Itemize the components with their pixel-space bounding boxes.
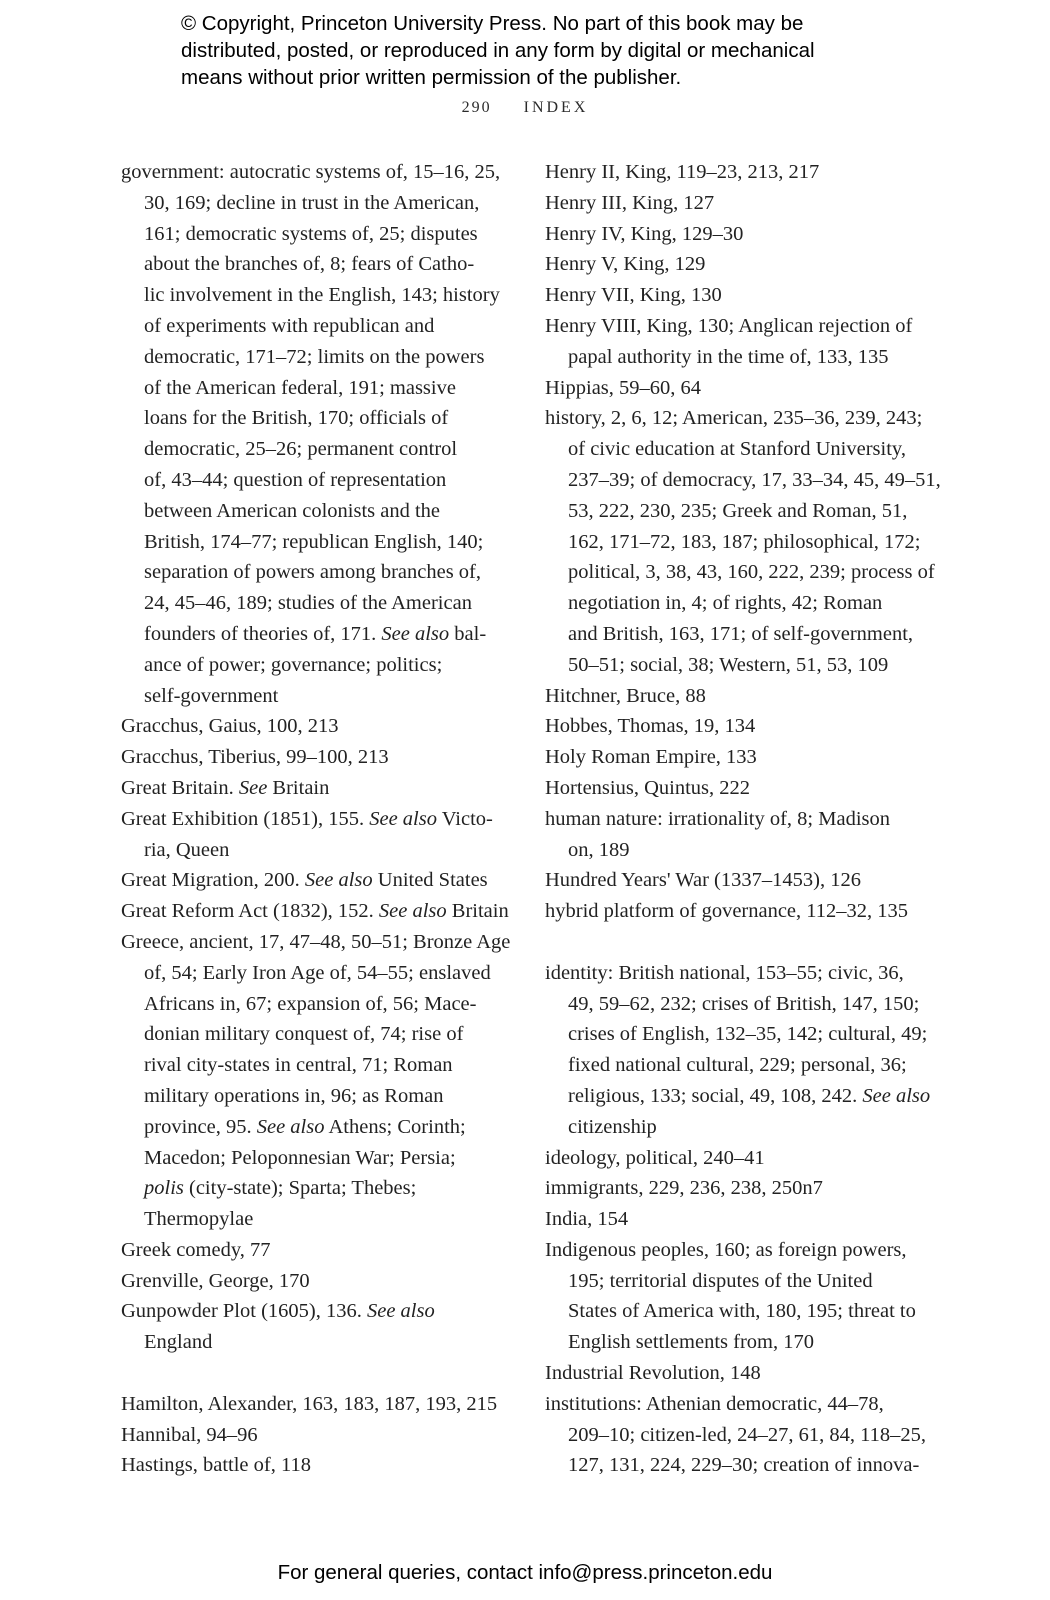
index-entry-line: Henry III, King, 127 bbox=[545, 191, 715, 214]
index-entry-line: of civic education at Stanford University, bbox=[568, 438, 906, 461]
index-entry-line: Gracchus, Gaius, 100, 213 bbox=[121, 715, 339, 738]
index-entry-line: religious, 133; social, 49, 108, 242. See also bbox=[568, 1084, 931, 1107]
index-entry-line: 237–39; of democracy, 17, 33–34, 45, 49–51, bbox=[568, 468, 941, 491]
index-entry-line: of, 54; Early Iron Age of, 54–55; enslaved bbox=[144, 961, 491, 984]
running-header bbox=[0, 99, 1050, 117]
index-entry-line: 209–10; citizen-led, 24–27, 61, 84, 118–25, bbox=[568, 1423, 926, 1446]
copyright-line: distributed, posted, or reproduced in any form by digital or mechanical bbox=[181, 39, 815, 62]
index-entry-line: of experiments with republican and bbox=[144, 314, 435, 337]
index-entry-line: loans for the British, 170; officials of bbox=[144, 407, 449, 430]
index-entry-line: 195; territorial disputes of the United bbox=[568, 1269, 873, 1292]
index-entry-line: ria, Queen bbox=[144, 838, 230, 861]
index-entry-line: Holy Roman Empire, 133 bbox=[545, 746, 757, 769]
index-entry-line: military operations in, 96; as Roman bbox=[144, 1084, 444, 1107]
index-entry-line: Great Exhibition (1851), 155. See also Victo- bbox=[121, 807, 493, 830]
index-entry-line: Greece, ancient, 17, 47–48, 50–51; Bronze Age bbox=[121, 930, 511, 953]
index-entry-line: hybrid platform of governance, 112–32, 135 bbox=[545, 900, 909, 923]
index-entry-line: lic involvement in the English, 143; history bbox=[144, 284, 500, 307]
index-entry-line: English settlements from, 170 bbox=[568, 1331, 814, 1354]
index-entry-line: 30, 169; decline in trust in the American, bbox=[144, 191, 480, 214]
index-entry-line: ideology, political, 240–41 bbox=[545, 1146, 765, 1169]
page-number: 290 bbox=[461, 99, 492, 116]
index-entry-line: on, 189 bbox=[568, 838, 630, 861]
index-entry-line: identity: British national, 153–55; civic, 36, bbox=[545, 961, 904, 984]
index-entry-line: polis (city-state); Sparta; Thebes; bbox=[144, 1177, 417, 1200]
index-entry-line: Henry V, King, 129 bbox=[545, 253, 706, 276]
index-entry-line: founders of theories of, 171. See also bal- bbox=[144, 622, 487, 645]
index-entry-line: Greek comedy, 77 bbox=[121, 1238, 271, 1261]
index-entry-line: Henry VIII, King, 130; Anglican rejection of bbox=[545, 314, 913, 337]
index-entry-line: citizenship bbox=[568, 1115, 657, 1138]
index-entry-line: Thermopylae bbox=[144, 1208, 254, 1231]
index-entry-line: 50–51; social, 38; Western, 51, 53, 109 bbox=[568, 653, 889, 676]
index-entry-line: Gunpowder Plot (1605), 136. See also bbox=[121, 1300, 435, 1323]
index-entry-line: crises of English, 132–35, 142; cultural, 49; bbox=[568, 1023, 928, 1046]
index-entry-line: England bbox=[144, 1331, 213, 1354]
index-entry-line: Hortensius, Quintus, 222 bbox=[545, 776, 750, 799]
index-entry-line: province, 95. See also Athens; Corinth; bbox=[144, 1115, 466, 1138]
index-entry-line: immigrants, 229, 236, 238, 250n7 bbox=[545, 1177, 823, 1200]
index-entry-line: donian military conquest of, 74; rise of bbox=[144, 1023, 464, 1046]
footer-contact: For general queries, contact info@press.princeton.edu bbox=[277, 1561, 773, 1584]
index-entry-line: of, 43–44; question of representation bbox=[144, 468, 447, 491]
index-entry-line: Industrial Revolution, 148 bbox=[545, 1362, 761, 1385]
index-entry-line: institutions: Athenian democratic, 44–78, bbox=[545, 1392, 884, 1415]
index-entry-line: Henry VII, King, 130 bbox=[545, 284, 722, 307]
index-entry-line: rival city-states in central, 71; Roman bbox=[144, 1054, 453, 1077]
index-entry-line: India, 154 bbox=[545, 1208, 629, 1231]
index-entry-line: States of America with, 180, 195; threat to bbox=[568, 1300, 916, 1323]
index-entry-line: Hitchner, Bruce, 88 bbox=[545, 684, 706, 707]
index-entry-line: Indigenous peoples, 160; as foreign powers, bbox=[545, 1238, 907, 1261]
index-spacer bbox=[121, 1358, 511, 1389]
index-entry-line: Great Migration, 200. See also United States bbox=[121, 869, 488, 892]
index-entry-line: Hamilton, Alexander, 163, 183, 187, 193, 215 bbox=[121, 1392, 498, 1415]
index-entry-line: Hundred Years' War (1337–1453), 126 bbox=[545, 869, 861, 892]
index-entry-line: papal authority in the time of, 133, 135 bbox=[568, 345, 889, 368]
index-entry-line: British, 174–77; republican English, 140; bbox=[144, 530, 484, 553]
index-entry-line: history, 2, 6, 12; American, 235–36, 239, 243; bbox=[545, 407, 923, 430]
index-entry-line: Hannibal, 94–96 bbox=[121, 1423, 258, 1446]
index-entry-line: Africans in, 67; expansion of, 56; Mace- bbox=[144, 992, 477, 1015]
index-entry-line: between American colonists and the bbox=[144, 499, 441, 522]
index-entry-line: 53, 222, 230, 235; Greek and Roman, 51, bbox=[568, 499, 908, 522]
index-column-right bbox=[545, 157, 945, 1481]
index-entry-line: 24, 45–46, 189; studies of the American bbox=[144, 592, 472, 615]
index-entry-line: Great Britain. See Britain bbox=[121, 776, 330, 799]
index-entry-line: separation of powers among branches of, bbox=[144, 561, 481, 584]
running-title: INDEX bbox=[523, 99, 589, 116]
index-column-left bbox=[121, 157, 511, 1481]
index-entry-line: political, 3, 38, 43, 160, 222, 239; process of bbox=[568, 561, 935, 584]
index-entry-line: 49, 59–62, 232; crises of British, 147, 150; bbox=[568, 992, 920, 1015]
index-entry-line: ance of power; governance; politics; bbox=[144, 653, 443, 676]
index-entry-line: Henry IV, King, 129–30 bbox=[545, 222, 744, 245]
index-entry-line: 161; democratic systems of, 25; disputes bbox=[144, 222, 478, 245]
index-entry-line: democratic, 171–72; limits on the powers bbox=[144, 345, 485, 368]
index-entry-line: Macedon; Peloponnesian War; Persia; bbox=[144, 1146, 456, 1169]
index-entry-line: Henry II, King, 119–23, 213, 217 bbox=[545, 161, 820, 183]
index-entry-line: and British, 163, 171; of self-government, bbox=[568, 622, 914, 645]
index-entry-line: Gracchus, Tiberius, 99–100, 213 bbox=[121, 746, 389, 769]
index-spacer bbox=[545, 927, 945, 958]
index-entry-line: 162, 171–72, 183, 187; philosophical, 172; bbox=[568, 530, 921, 553]
copyright-line: means without prior written permission of the publisher. bbox=[181, 66, 682, 89]
index-entry-line: fixed national cultural, 229; personal, 36; bbox=[568, 1054, 907, 1077]
index-entry-line: Hippias, 59–60, 64 bbox=[545, 376, 702, 399]
index-entry-line: Grenville, George, 170 bbox=[121, 1269, 310, 1292]
index-entry-line: Hastings, battle of, 118 bbox=[121, 1454, 311, 1477]
copyright-notice bbox=[181, 10, 961, 91]
index-entry-line: government: autocratic systems of, 15–16, 25, bbox=[121, 161, 501, 183]
index-entry-line: self-government bbox=[144, 684, 279, 707]
index-entry-line: negotiation in, 4; of rights, 42; Roman bbox=[568, 592, 883, 615]
index-entry-line: of the American federal, 191; massive bbox=[144, 376, 456, 399]
index-entry-line: Hobbes, Thomas, 19, 134 bbox=[545, 715, 756, 738]
index-entry-line: democratic, 25–26; permanent control bbox=[144, 438, 458, 461]
copyright-line: © Copyright, Princeton University Press. No part of this book may be bbox=[181, 12, 804, 35]
index-entry-line: 127, 131, 224, 229–30; creation of innova- bbox=[568, 1454, 920, 1477]
index-entry-line: human nature: irrationality of, 8; Madison bbox=[545, 807, 891, 830]
index-entry-line: about the branches of, 8; fears of Catho- bbox=[144, 253, 475, 276]
index-entry-line: Great Reform Act (1832), 152. See also Britain bbox=[121, 900, 509, 923]
